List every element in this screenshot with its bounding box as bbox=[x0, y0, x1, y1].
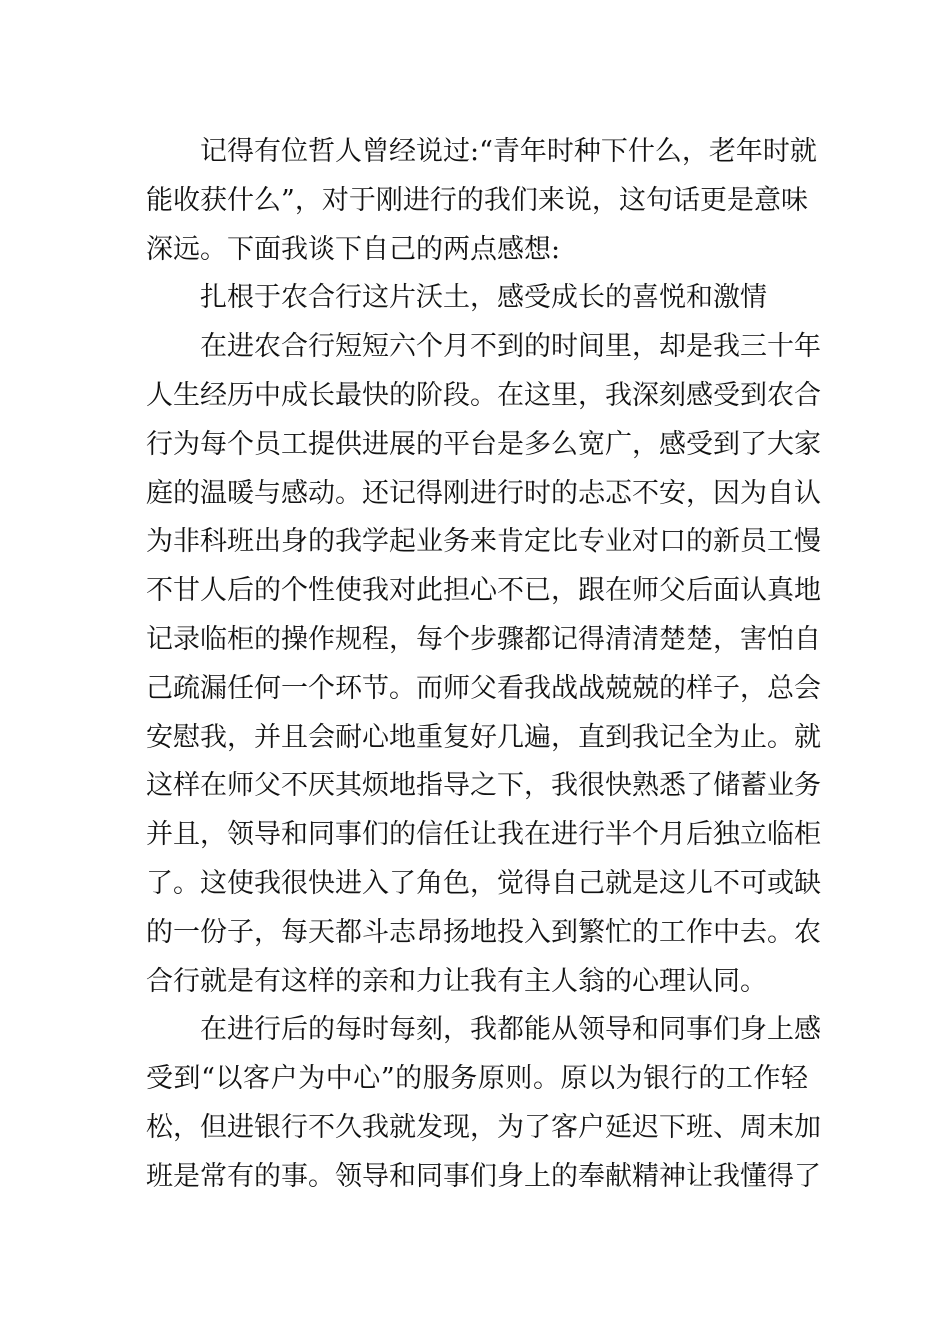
text-line: 为非科班出身的我学起业务来肯定比专业对口的新员工慢 bbox=[146, 526, 821, 558]
text-line: 在进农合行短短六个月不到的时间里，却是我三十年 bbox=[200, 331, 821, 363]
text-line: 深远。下面我谈下自己的两点感想: bbox=[146, 233, 561, 265]
text-line: 受到“以客户为中心”的服务原则。原以为银行的工作轻 bbox=[146, 1063, 808, 1095]
text-line: 记得有位哲人曾经说过:“青年时种下什么，老年时就 bbox=[200, 136, 817, 167]
text-line: 班是常有的事。领导和同事们身上的奉献精神让我懂得了 bbox=[146, 1160, 821, 1192]
text-line: 松，但进银行不久我就发现，为了客户延迟下班、周末加 bbox=[146, 1111, 821, 1143]
text-line: 安慰我，并且会耐心地重复好几遍，直到我记全为止。就 bbox=[146, 721, 821, 753]
text-line: 在进行后的每时每刻，我都能从领导和同事们身上感 bbox=[200, 1014, 821, 1046]
text-line: 不甘人后的个性使我对此担心不已，跟在师父后面认真地 bbox=[146, 575, 821, 607]
text-line: 行为每个员工提供进展的平台是多么宽广，感受到了大家 bbox=[146, 428, 821, 460]
text-line: 人生经历中成长最快的阶段。在这里，我深刻感受到农合 bbox=[146, 379, 821, 411]
text-line: 记录临柜的操作规程，每个步骤都记得清清楚楚，害怕自 bbox=[146, 623, 821, 655]
document-body bbox=[146, 128, 821, 1202]
section-heading: 扎根于农合行这片沃土，感受成长的喜悦和激情 bbox=[200, 282, 767, 314]
text-line: 合行就是有这样的亲和力让我有主人翁的心理认同。 bbox=[146, 965, 767, 997]
text-line: 己疏漏任何一个环节。而师父看我战战兢兢的样子，总会 bbox=[146, 672, 821, 704]
text-line: 并且，领导和同事们的信任让我在进行半个月后独立临柜 bbox=[146, 819, 821, 851]
text-line: 这样在师父不厌其烦地指导之下，我很快熟悉了储蓄业务 bbox=[146, 770, 821, 802]
text-line: 了。这使我很快进入了角色，觉得自己就是这儿不可或缺 bbox=[146, 867, 821, 899]
text-line: 能收获什么”，对于刚进行的我们来说，这句话更是意味 bbox=[146, 184, 808, 216]
text-line: 的一份子，每天都斗志昂扬地投入到繁忙的工作中去。农 bbox=[146, 916, 821, 948]
text-line: 庭的温暖与感动。还记得刚进行时的忐忑不安，因为自认 bbox=[146, 477, 821, 509]
